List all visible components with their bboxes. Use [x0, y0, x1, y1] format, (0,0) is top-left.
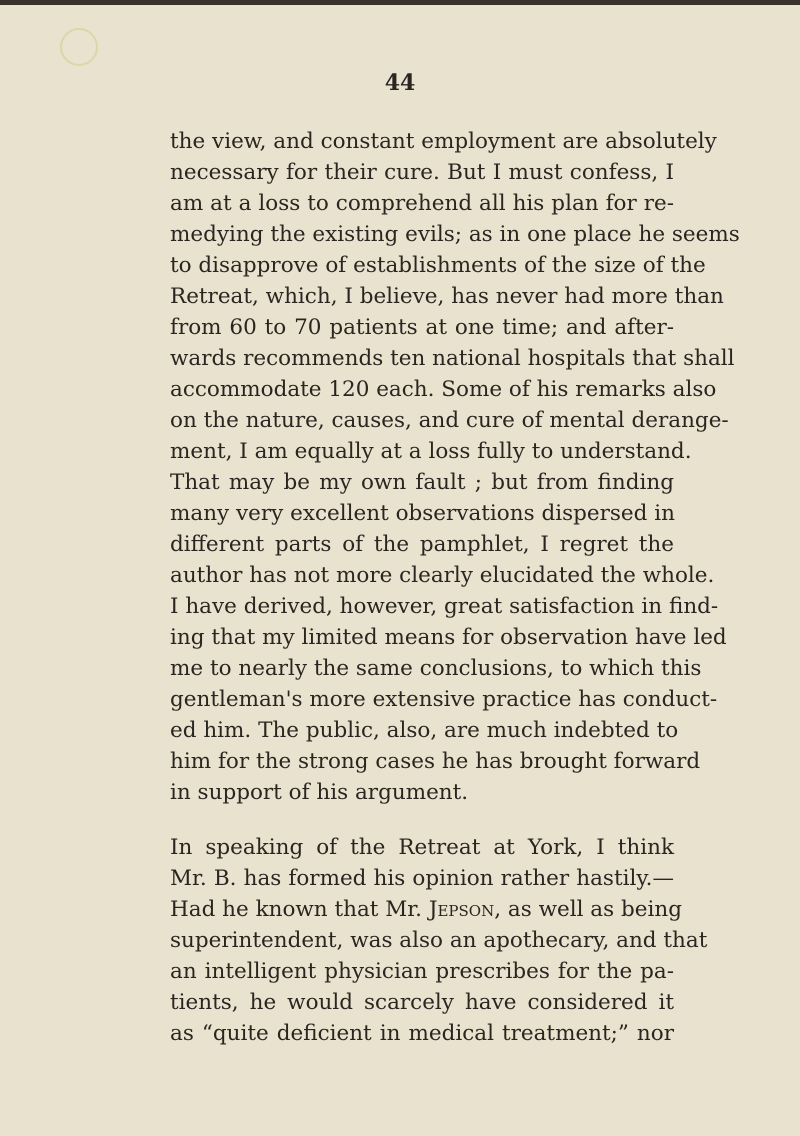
text-line: tients, he would scarcely have considered it [170, 990, 674, 1015]
text-line: ment, I am equally at a loss fully to understand. [170, 439, 692, 464]
paragraph-2 [170, 832, 708, 1049]
text-line: on the nature, causes, and cure of mental derange- [170, 408, 729, 433]
text-line: ed him. The public, also, are much indebted to [170, 718, 679, 743]
text-line: many very excellent observations dispersed in [170, 501, 675, 526]
text-line: in support of his argument. [170, 780, 469, 805]
text-line: ing that my limited means for observation have led [170, 625, 727, 650]
text-line: I have derived, however, great satisfaction in find- [170, 594, 719, 619]
text-line: me to nearly the same conclusions, to which this [170, 656, 702, 681]
text-line: as “quite deficient in medical treatment;” nor [170, 1021, 674, 1046]
text-line: different parts of the pamphlet, I regret the [170, 532, 674, 557]
text-line: am at a loss to comprehend all his plan for re- [170, 191, 674, 216]
text-line: from 60 to 70 patients at one time; and after- [170, 315, 674, 340]
paragraph-1 [170, 126, 740, 808]
text-line: In speaking of the Retreat at York, I think [170, 835, 674, 860]
text-line: necessary for their cure. But I must confess, I [170, 160, 674, 185]
body-text [170, 126, 740, 1049]
text-segment: , as well as being [494, 897, 682, 922]
text-line: medying the existing evils; as in one place he seems [170, 222, 740, 247]
text-line: an intelligent physician prescribes for the pa- [170, 959, 674, 984]
text-line: wards recommends ten national hospitals that shall [170, 346, 735, 371]
page-top-edge [0, 0, 800, 5]
text-line: to disapprove of establishments of the size of the [170, 253, 706, 278]
paragraph-gap [170, 808, 674, 832]
text-line: That may be my own fault ; but from finding [170, 470, 674, 495]
text-line: gentleman's more extensive practice has conduct- [170, 687, 718, 712]
corner-stain [60, 28, 98, 66]
text-line: superintendent, was also an apothecary, and that [170, 928, 708, 953]
text-line: the view, and constant employment are absolutely [170, 129, 717, 154]
text-line: him for the strong cases he has brought forward [170, 749, 701, 774]
text-line: Mr. B. has formed his opinion rather hastily.— [170, 866, 674, 891]
text-segment: Had he known that Mr. [170, 897, 429, 922]
text-line: author has not more clearly elucidated the whole. [170, 563, 715, 588]
text-line: Retreat, which, I believe, has never had more than [170, 284, 724, 309]
page-number: 44 [384, 70, 416, 96]
text-line: accommodate 120 each. Some of his remarks also [170, 377, 717, 402]
name-jepson: Jepson [428, 897, 495, 922]
text-line [170, 894, 682, 925]
